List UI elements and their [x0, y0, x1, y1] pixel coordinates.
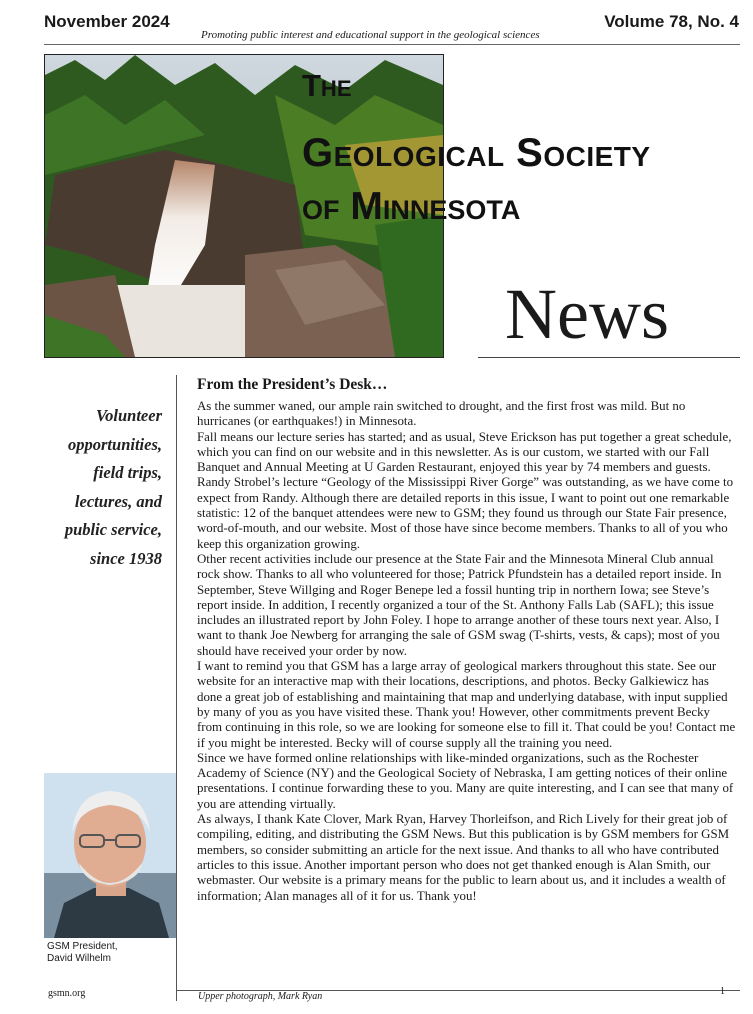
president-portrait [44, 773, 176, 938]
motto-line: public service, [64, 520, 162, 539]
motto-line: opportunities, [68, 434, 162, 454]
article-paragraph: Fall means our lecture series has started; and as usual, Steve Erickson has put together a great schedule, which you can find on our website and in this newsletter. As is our custom, we started with our Fall Banquet and Annual Meeting at U Garden Restaurant, enjoyed this year by 74 members and guests. Randy Strobel’s lecture “Geology of the Mississippi River Gorge” was outstanding, as we have come to expect from Randy. Although there are detailed reports in this issue, I want to point out one remarkable statistic: 12 of the banquet attendees were new to GSM; they found us through our State Fair presence, word-of-mouth, and our website. Most of those have since become members. Thanks to all of you who keep this organization growing. [197, 429, 734, 551]
article-heading: From the President’s Desk… [197, 376, 388, 393]
motto-line: lectures, and [74, 491, 162, 511]
motto-line: Volunteer [95, 406, 162, 425]
header-rule [44, 44, 740, 45]
masthead-rule [478, 357, 740, 358]
article-paragraph: As the summer waned, our ample rain switched to drought, and the first frost was mild. But no hurricanes (or earthquakes!) in Minnesota. [197, 399, 686, 429]
caption-name: David Wilhelm [47, 953, 111, 964]
portrait-caption [47, 941, 118, 965]
tagline: Promoting public interest and educational support in the geological sciences [201, 29, 540, 41]
motto-line: since 1938 [90, 548, 162, 568]
society-motto [40, 402, 162, 573]
column-divider [176, 375, 177, 1001]
website-url: gsmn.org [48, 988, 86, 999]
masthead-title [302, 70, 651, 226]
page-number: 1 [720, 986, 725, 997]
photo-credit: Upper photograph, Mark Ryan [198, 991, 323, 1002]
article-paragraph: Since we have formed online relationships with like-minded organizations, such as the Rochester Academy of Science (NY) and the Geological Society of Nebraska, I am getting notices of their online presentations. I continue forwarding these to you. Many are quite interesting, and I can see that many of you are attending virtually. [197, 750, 734, 811]
title-line-geological-society: Geological Society [302, 131, 651, 175]
article-paragraph: I want to remind you that GSM has a large array of geological markers throughout this state. See our website for an interactive map with their locations, descriptions, and photos. Becky Galkiewicz has done a great job of establishing and maintaining that map and underlying database, with input supplied by many of you as you have visited these. Thank you! However, other commitments prevent Becky from continuing in this role, so we are looking for someone else to fill it. That could be you! Contact me if you might be interested. Becky will of course supply all the training you need. [197, 659, 736, 750]
article-paragraph: Other recent activities include our presence at the State Fair and the Minnesota Mineral Club annual rock show. Thanks to all who volunteered for those; Patrick Pfundstein has a detailed report inside. In September, Steve Willging and Roger Benepe led a fossil hunting trip in northern Iowa; see Steve’s report inside. In addition, I recently organized a tour of the St. Anthony Falls Lab (SAFL); this issue includes an illustrated report by John Foley. I hope to arrange another of these tours next year. Also, I want to thank Joe Newberg for arranging the sale of GSM swag (T-shirts, vests, & caps); most of you should have received your order by now. [197, 551, 722, 658]
title-line-of-minnesota: of Minnesota [302, 185, 521, 228]
motto-line: field trips, [93, 463, 162, 482]
masthead-news: News [505, 274, 669, 354]
article-paragraph: As always, I thank Kate Clover, Mark Ryan, Harvey Thorleifson, and Rich Lively for their great job of compiling, editing, and distributing the GSM News. But this publication is by GSM members for GSM members, so consider submitting an article for the next issue. And thanks to all who have contributed articles to this issue. Another important person who does not get thanked enough is Alan Smith, our webmaster. Our website is a primary means for the public to learn about us, and it includes a wealth of information; Alan manages all of it for us. Thank you! [197, 812, 730, 903]
issue-date: November 2024 [44, 12, 170, 31]
title-line-the: The [302, 68, 352, 103]
volume-number: Volume 78, No. 4 [604, 12, 739, 31]
presidents-article [197, 376, 737, 904]
caption-title: GSM President, [47, 941, 118, 952]
